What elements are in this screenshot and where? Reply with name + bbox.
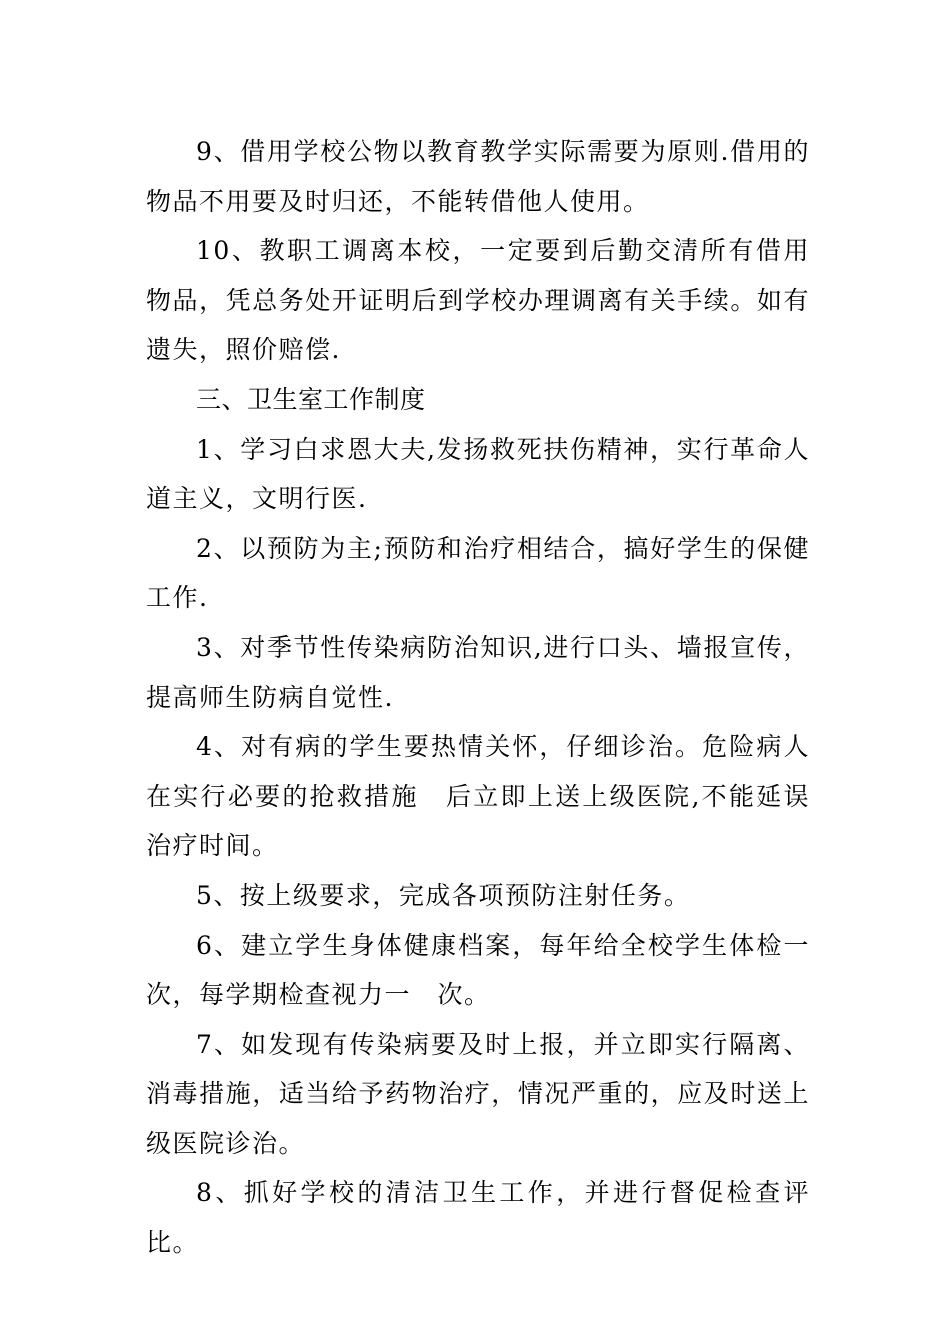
- paragraph-item-9: 9、借用学校公物以教育教学实际需要为原则.借用的物品不用要及时归还，不能转借他人使用。: [146, 137, 810, 216]
- paragraph-item-3: 3、对季节性传染病防治知识,进行口头、墙报宣传，提高师生防病自觉性.: [146, 632, 810, 712]
- paragraph-item-8: 8、抓好学校的清洁卫生工作，并进行督促检查评比。: [146, 1178, 810, 1258]
- paragraph-item-2: 2、以预防为主;预防和治疗相结合，搞好学生的保健工作.: [146, 533, 810, 613]
- paragraph-item-4: 4、对有病的学生要热情关怀，仔细诊治。危险病人在实行必要的抢救措施 后立即上送上级医院,不能延误治疗时间。: [146, 732, 810, 861]
- section-heading: 三、卫生室工作制度: [196, 384, 426, 414]
- paragraph-item-7: 7、如发现有传染病要及时上报，并立即实行隔离、消毒措施，适当给予药物治疗，情况严重的，应及时送上级医院诊治。: [146, 1029, 810, 1158]
- paragraph-item-1: 1、学习白求恩大夫,发扬救死扶伤精神，实行革命人道主义，文明行医.: [146, 434, 810, 514]
- paragraph-item-5: 5、按上级要求，完成各项预防注射任务。: [196, 880, 691, 910]
- paragraph-item-10: 10、教职工调离本校，一定要到后勤交清所有借用物品，凭总务处开证明后到学校办理调离有关手续。如有遗失，照价赔偿.: [146, 236, 810, 365]
- paragraph-item-6: 6、建立学生身体健康档案，每年给全校学生体检一次，每学期检查视力一 次。: [146, 930, 810, 1010]
- document-body: [146, 127, 810, 1268]
